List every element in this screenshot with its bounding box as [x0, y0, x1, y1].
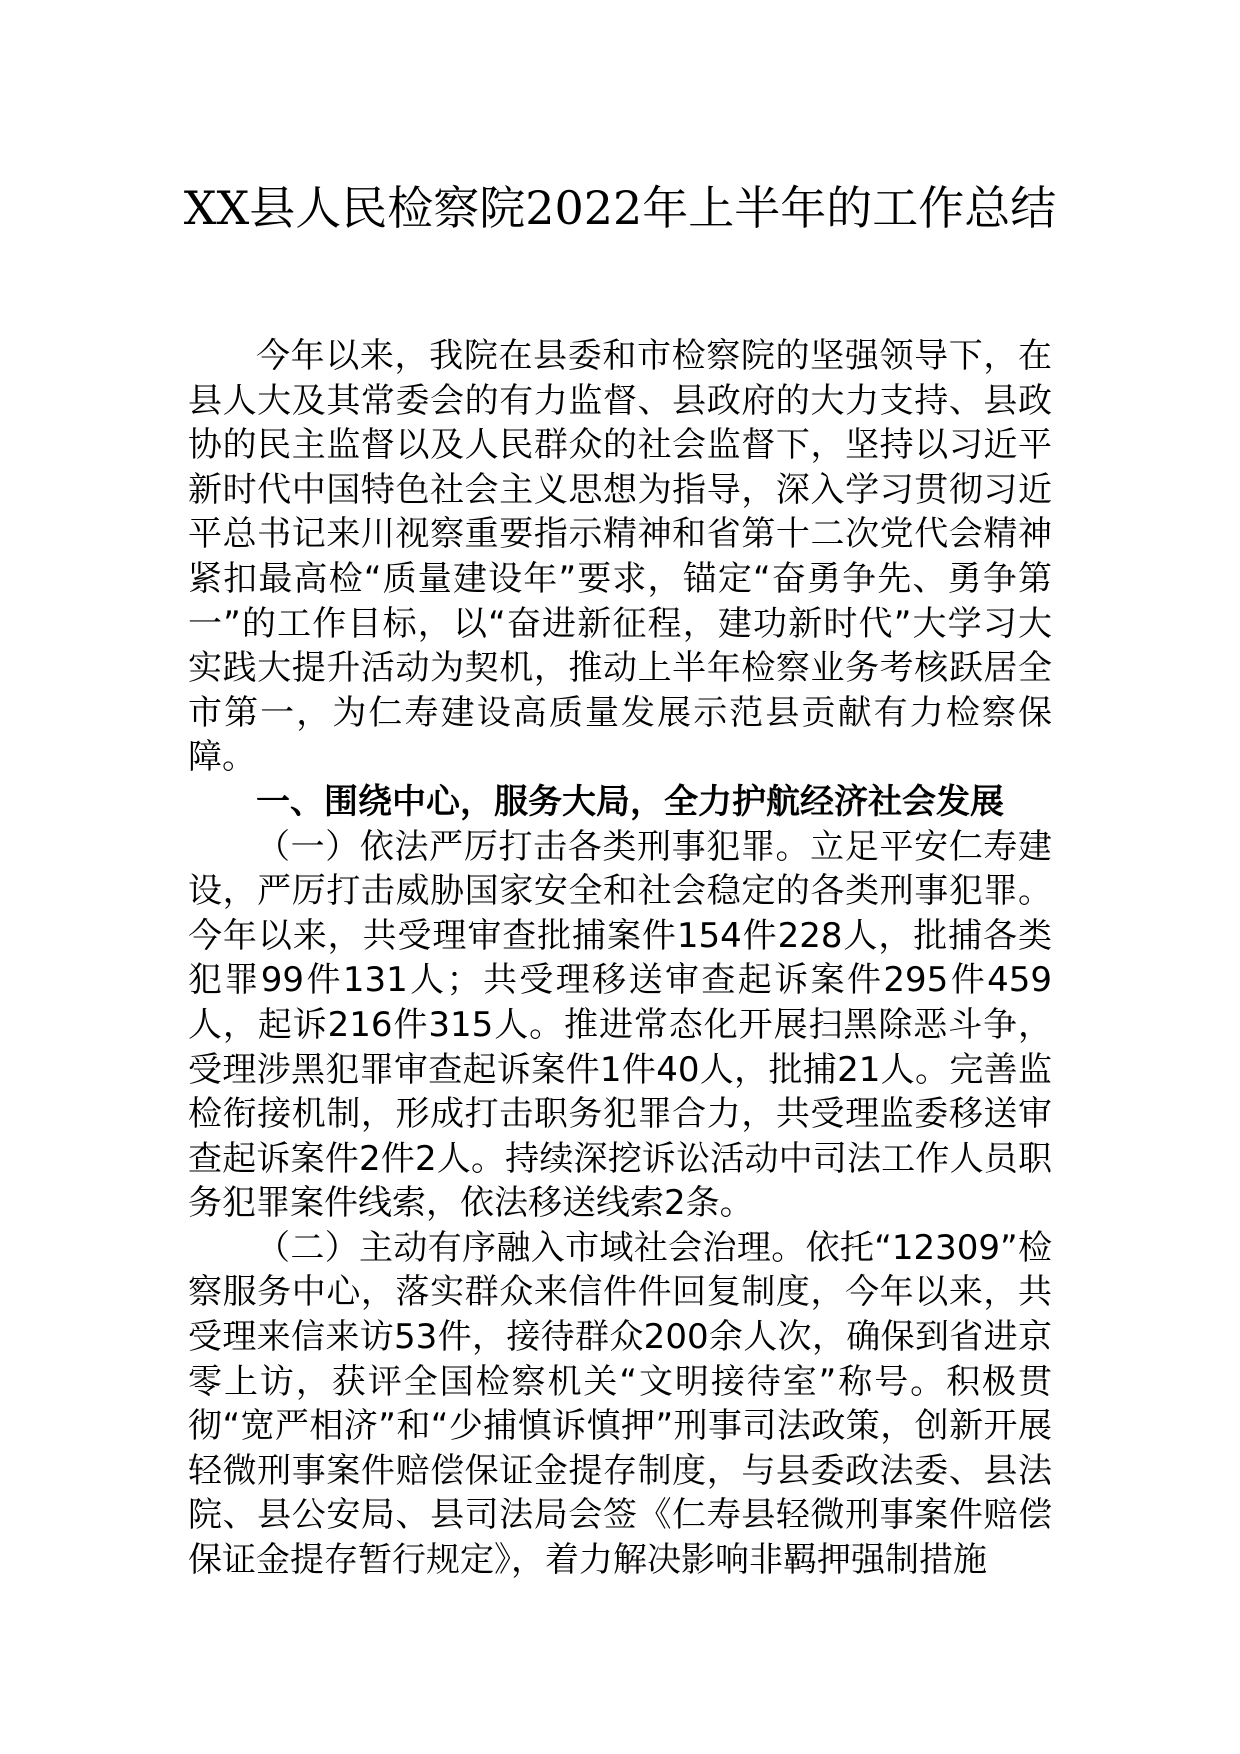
section-heading-1: 一、围绕中心，服务大局，全力护航经济社会发展: [256, 781, 1004, 822]
subsection-paragraph-2: （二）主动有序融入市域社会治理。依托“12309”检察服务中心，落实群众来信件件回复制度，今年以来，共受理来信来访53件，接待群众200余人次，确保到省进京零上访，获评全国检察机关“文明接待室”称号。积极贯彻“宽严相济”和“少捕慎诉慎押”刑事司法政策，创新开展轻微刑事案件赔偿保证金提存制度，与县委政法委、县法院、县公安局、县司法局会签《仁寿县轻微刑事案件赔偿保证金提存暂行规定》，着力解决影响非羁押强制措施: [188, 1227, 1052, 1581]
document-title: XX县人民检察院2022年上半年的工作总结: [183, 181, 1057, 235]
subsection-paragraph-1: （一）依法严厉打击各类刑事犯罪。立足平安仁寿建设，严厉打击威胁国家安全和社会稳定的各类刑事犯罪。今年以来，共受理审查批捕案件154件228人，批捕各类犯罪99件131人；共受理移送审查起诉案件295件459人，起诉216件315人。推进常态化开展扫黑除恶斗争，受理涉黑犯罪审查起诉案件1件40人，批捕21人。完善监检衔接机制，形成打击职务犯罪合力，共受理监委移送审查起诉案件2件2人。持续深挖诉讼活动中司法工作人员职务犯罪案件线索，依法移送线索2条。: [188, 826, 1052, 1224]
intro-paragraph: 今年以来，我院在县委和市检察院的坚强领导下，在县人大及其常委会的有力监督、县政府的大力支持、县政协的民主监督以及人民群众的社会监督下，坚持以习近平新时代中国特色社会主义思想为指导，深入学习贯彻习近平总书记来川视察重要指示精神和省第十二次党代会精神紧扣最高检“质量建设年”要求，锚定“奋勇争先、勇争第一”的工作目标，以“奋进新征程，建功新时代”大学习大实践大提升活动为契机，推动上半年检察业务考核跃居全市第一，为仁寿建设高质量发展示范县贡献有力检察保障。: [188, 336, 1052, 778]
document-body: [188, 334, 1052, 1583]
